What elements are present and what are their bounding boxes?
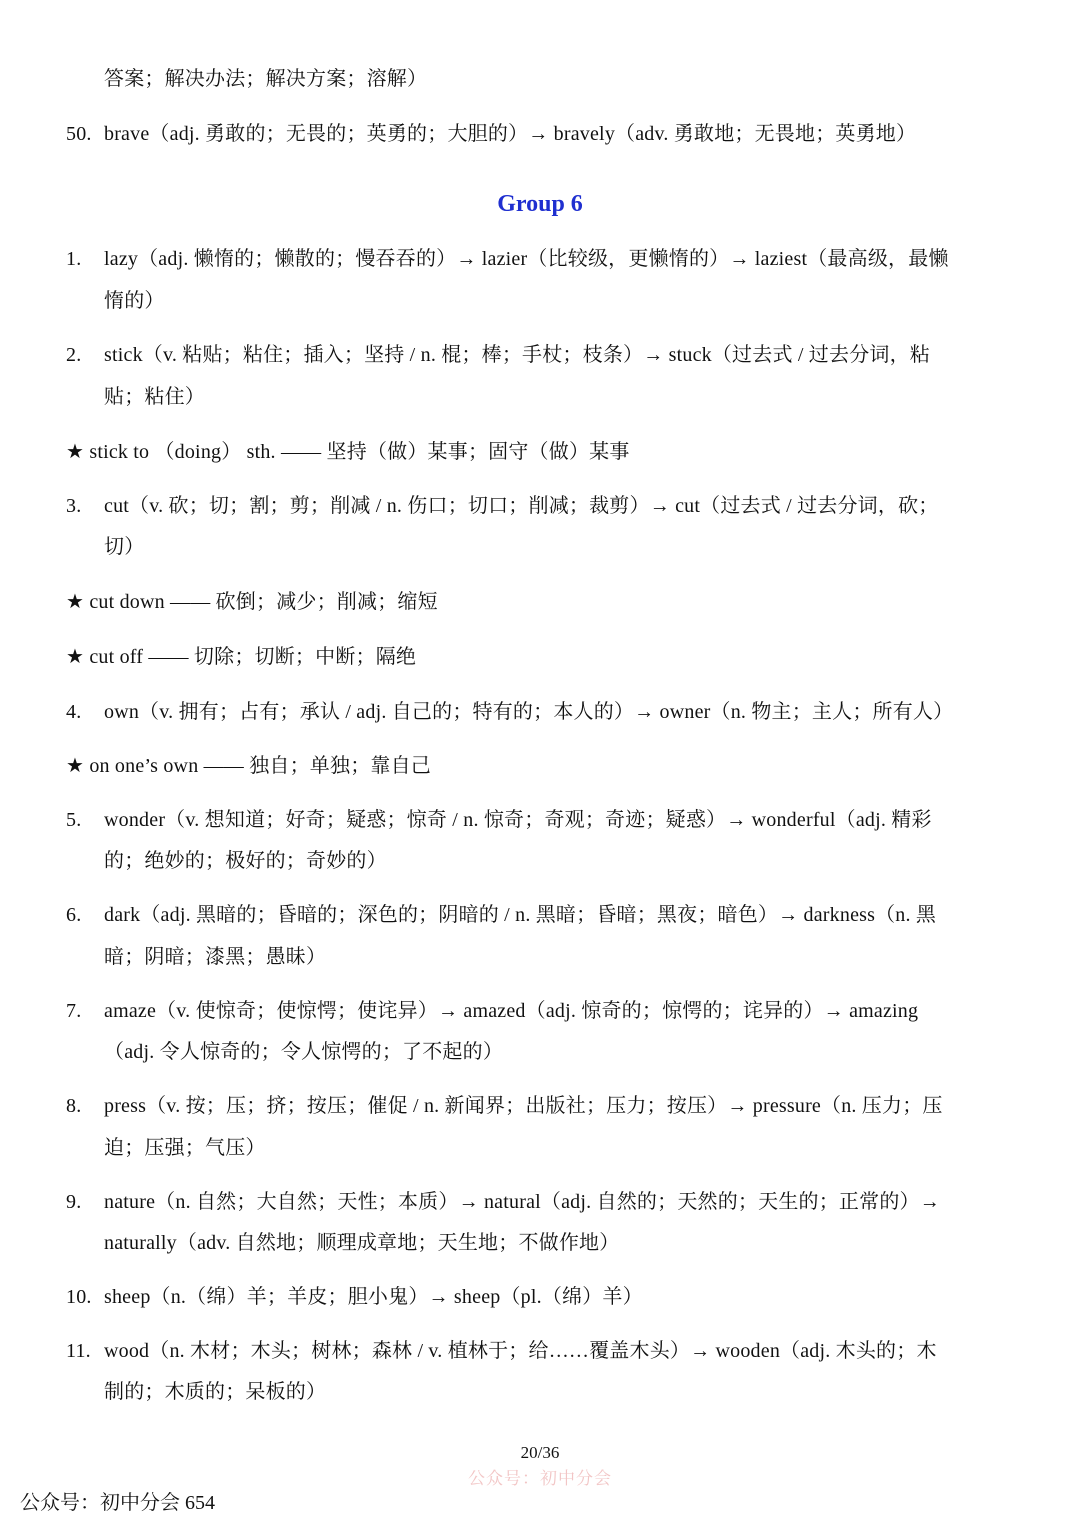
- phrase-text: ★ cut down —— 砍倒；减少；削减；缩短: [66, 591, 438, 613]
- entry-text: naturally（adv. 自然地；顺理成章地；天生地；不做作地）: [104, 1232, 620, 1254]
- entry-number: 6.: [66, 904, 82, 926]
- entry-text: dark（adj. 黑暗的；昏暗的；深色的；阴暗的 / n. 黑暗；昏暗；黑夜；暗色）→ darkness（n. 黑: [104, 904, 937, 926]
- entry-number: 10.: [66, 1286, 92, 1308]
- entry-text: 答案；解决办法；解决方案；溶解）: [104, 68, 428, 90]
- group-title: Group 6: [497, 191, 583, 217]
- entry-text: nature（n. 自然；大自然；天性；本质）→ natural（adj. 自然的；天然的；天生的；正常的）→: [104, 1191, 940, 1213]
- watermark: 公众号：初中分会: [468, 1469, 612, 1488]
- phrase-text: ★ stick to （doing） sth. —— 坚持（做）某事；固守（做）某事: [66, 441, 630, 463]
- entry-text: wood（n. 木材；木头；树林；森林 / v. 植林于；给……覆盖木头）→ wooden（adj. 木头的；木: [104, 1340, 937, 1362]
- entry-text: 迫；压强；气压）: [104, 1137, 266, 1159]
- entry-text: lazy（adj. 懒惰的；懒散的；慢吞吞的）→ lazier（比较级，更懒惰的）→ laziest（最高级，最懒: [104, 248, 949, 270]
- entry-number: 9.: [66, 1191, 82, 1213]
- entry-text: sheep（n.（绵）羊；羊皮；胆小鬼）→ sheep（pl.（绵）羊）: [104, 1286, 643, 1308]
- phrase-text: ★ cut off —— 切除；切断；中断；隔绝: [66, 646, 417, 668]
- phrase-text: ★ on one’s own —— 独自；单独；靠自己: [66, 755, 431, 777]
- entry-text: 惰的）: [104, 290, 165, 312]
- entry-number: 50.: [66, 123, 92, 145]
- entry-number: 2.: [66, 344, 82, 366]
- entry-text: 贴；粘住）: [104, 386, 205, 408]
- page-number: 20/36: [520, 1443, 560, 1462]
- entry-text: amaze（v. 使惊奇；使惊愕；使诧异）→ amazed（adj. 惊奇的；惊愕的；诧异的）→ amazing: [104, 1000, 919, 1022]
- entry-text: press（v. 按；压；挤；按压；催促 / n. 新闻界；出版社；压力；按压）→ pressure（n. 压力；压: [104, 1095, 943, 1117]
- entry-text: 暗；阴暗；漆黑；愚昧）: [104, 946, 327, 968]
- entry-text: 切）: [104, 536, 145, 558]
- entry-text: brave（adj. 勇敢的；无畏的；英勇的；大胆的）→ bravely（adv. 勇敢地；无畏地；英勇地）: [104, 123, 917, 145]
- entry-number: 8.: [66, 1095, 82, 1117]
- entry-number: 3.: [66, 495, 82, 517]
- entry-number: 5.: [66, 809, 82, 831]
- entry-text: own（v. 拥有；占有；承认 / adj. 自己的；特有的；本人的）→ owner（n. 物主；主人；所有人）: [104, 701, 954, 723]
- entry-number: 4.: [66, 701, 82, 723]
- entry-number: 1.: [66, 248, 82, 270]
- entry-text: 制的；木质的；呆板的）: [104, 1381, 327, 1403]
- entry-text: stick（v. 粘贴；粘住；插入；坚持 / n. 棍；棒；手杖；枝条）→ stuck（过去式 / 过去分词，粘: [104, 344, 931, 366]
- entry-text: （adj. 令人惊奇的；令人惊愕的；了不起的）: [104, 1041, 504, 1063]
- entry-text: 的；绝妙的；极好的；奇妙的）: [104, 850, 387, 872]
- entry-number: 11.: [66, 1340, 91, 1362]
- entry-text: cut（v. 砍；切；割；剪；削减 / n. 伤口；切口；削减；裁剪）→ cut（过去式 / 过去分词，砍；: [104, 495, 939, 517]
- entry-number: 7.: [66, 1000, 82, 1022]
- footer-label: 公众号：初中分会 654: [20, 1492, 215, 1514]
- entry-text: wonder（v. 想知道；好奇；疑惑；惊奇 / n. 惊奇；奇观；奇迹；疑惑）→ wonderful（adj. 精彩: [104, 809, 932, 831]
